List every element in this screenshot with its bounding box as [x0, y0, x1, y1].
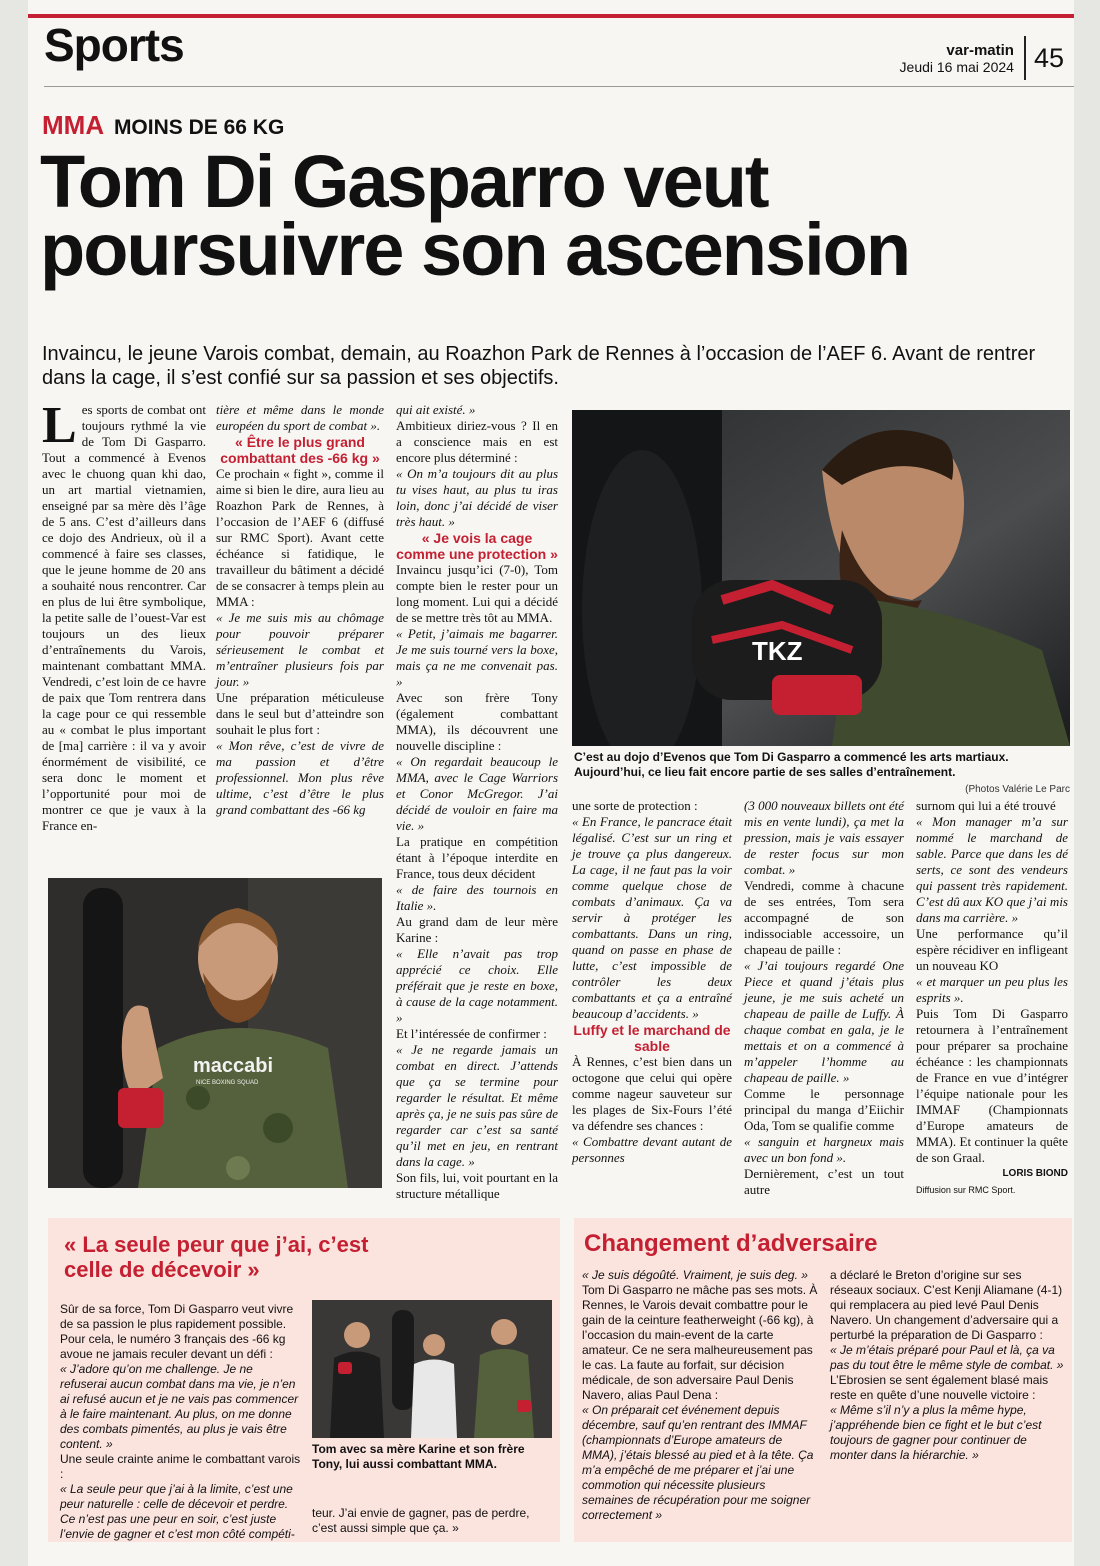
- newspaper-page: [28, 0, 1074, 1566]
- column-2-text-1: Ce prochain « fight », comme il aime si bien le dire, aura lieu au Roazhon Park de Rennes, à l’occasion de l’AEF 6 (diffusé sur RMC Sport). Avant cette échéance si fatidique, le travailleur du bâtiment a décidé de se consacrer à temps plein au MMA :: [216, 466, 384, 609]
- photo-thumbs-up: [48, 878, 382, 1188]
- box-fear-column-1: [60, 1302, 302, 1542]
- column-3-text-5: Au grand dam de leur mère Karine :: [396, 914, 558, 945]
- page-number: 45: [1033, 42, 1064, 73]
- column-3-text-1: Ambitieux diriez-vous ? Il en a conscience mais en est encore plus déterminé :: [396, 418, 558, 465]
- column-4-quote-1: « En France, le pancrace était légalisé. C’est sur un ring et je trouve ça plus dangereux. La cage, il ne faut pas la voir comme quelque chose de combats d’animaux. Ça va servir à protéger les combattants. Dans un ring, quand on passe en phase de lutte, c’est impossible de contrôler les deux combattants et ça a entraîné beaucoup d’accidents. »: [572, 814, 732, 1021]
- header-rule: [44, 86, 1074, 87]
- drop-cap: L: [42, 397, 77, 454]
- article-column-6: [916, 798, 1068, 1198]
- family-photo-illustration: [312, 1300, 552, 1438]
- column-3-text-3: Avec son frère Tony (également combattant MMA), ils découvrent une nouvelle discipline :: [396, 690, 558, 753]
- author-signature: LORIS BIOND: [1002, 1168, 1068, 1179]
- column-2-quote-2: « Mon rêve, c’est de vivre de ma passion et d’être professionnel. Mon plus rêve ultime, c’est d’être le plus grand combattant des -66 kg: [216, 738, 384, 817]
- column-6-quote-2: « et marquer un peu plus les esprits ».: [916, 974, 1068, 1005]
- diffusion-note: Diffusion sur RMC Sport.: [916, 1185, 1016, 1195]
- photo-family: [312, 1300, 552, 1438]
- article-column-3: [396, 402, 558, 1202]
- box-change-column-1: [582, 1268, 818, 1523]
- article-kicker: [42, 110, 284, 141]
- article-lead: Invaincu, le jeune Varois combat, demain, au Roazhon Park de Rennes à l’occasion de l’AEF 6. Avant de rentrer dans la cage, il s’est confié sur sa passion et ses objectifs.: [42, 343, 1036, 389]
- photo-boxing-bag: [572, 410, 1070, 746]
- section-title: Sports: [44, 19, 184, 71]
- box-fear-quote-2: « La seule peur que j’ai à la limite, c’est une peur naturelle : celle de décevoir et perdre. Ce n’est pas une peur en soir, c’est juste l’envie de gagner et c’est mon côté compéti-: [60, 1482, 295, 1541]
- kicker-category: MOINS DE 66 KG: [113, 116, 285, 139]
- column-2-quote-start: tière et même dans le monde européen du sport de combat ».: [216, 402, 384, 433]
- masthead: [900, 34, 1064, 82]
- column-6-text-3: Puis Tom Di Gasparro retournera à l’entraînement pour préparer sa prochaine échéance : les championnats de France en vue d’intégrer l’équipe nationale pour les IMMAF (Championnats d’Europe amateurs de MMA). Et continuer la quête de son Graal.: [916, 1006, 1068, 1165]
- column-3-quote-1: « On m’a toujours dit au plus tu vises haut, au plus tu iras loin, donc j’ai décidé de viser très haut. »: [396, 466, 558, 529]
- kicker-sport: MMA: [42, 110, 105, 140]
- column-3-quote-0: qui ait existé. »: [396, 402, 476, 417]
- box-fear-text-1: Sûr de sa force, Tom Di Gasparro veut vivre de sa passion le plus rapidement possible. Pour cela, le numéro 3 français des -66 kg avoue ne jamais reculer devant un défi :: [60, 1302, 294, 1361]
- box-fear-text-2: Une seule crainte anime le combattant varois :: [60, 1452, 301, 1481]
- article-headline: Tom Di Gasparro veut poursuivre son ascension: [40, 140, 910, 291]
- column-3-text-6: Et l’intéressée de confirmer :: [396, 1026, 547, 1041]
- box-change-column-2: [830, 1268, 1064, 1463]
- column-5-quote-2: « sanguin et hargneux mais avec un bon fond ».: [744, 1134, 904, 1165]
- subhead-cage: « Je vois la cage comme une protection »: [396, 530, 558, 562]
- article-column-4: [572, 798, 732, 1166]
- article-column-2: [216, 402, 384, 818]
- column-5-quote-1: « J’ai toujours regardé One Piece et quand j’étais plus jeune, je me suis acheté un chapeau de paille de Luffy. À chaque combat en gala, je le mettais et on a commencé à m’appeler l’homme au chapeau de paille. »: [744, 958, 904, 1085]
- column-3-quote-2: « Petit, j’aimais me bagarrer. Je me suis tourné vers la boxe, mais ça ne me convenait pas. »: [396, 626, 558, 689]
- box-change-title: Changement d’adversaire: [584, 1230, 878, 1257]
- box-fear-title: « La seule peur que j’ai, c’est celle de décevoir »: [64, 1232, 369, 1282]
- column-4-quote-2: « Combattre devant autant de personnes: [572, 1134, 732, 1165]
- photo-credit: (Photos Valérie Le Parc: [965, 784, 1070, 795]
- article-column-1: [42, 397, 206, 834]
- masthead-text: [900, 42, 1014, 75]
- subhead-greatest: « Être le plus grand combattant des -66 kg »: [220, 434, 380, 466]
- column-6-quote-1: « Mon manager m’a sur nommé le marchand de sable. Parce que dans les dé serts, ce sont des vendeurs qui passent très rapidement. C’est dû aux KO que j’ai mis dans ma carrière. »: [916, 814, 1068, 925]
- shirt-logo-subtext: NICE BOXING SQUAD: [196, 1080, 259, 1086]
- newspaper-brand: var-matin: [946, 41, 1014, 59]
- box-change-text-2: a déclaré le Breton d’origine sur ses réseaux sociaux. C’est Kenji Aliamane (4-1) qui remplacera au pied levé Paul Denis Navero. Un changement d’adversaire qui a perturbé la préparation de Di Gasparro :: [830, 1268, 1063, 1342]
- top-red-rule: [28, 14, 1074, 18]
- column-1-text: es sports de combat ont toujours rythmé la vie de Tom Di Gasparro. Tout a commencé à Evenos avec le chuong quan khi dao, un art martial vietnamien, enseigné par sa mère dès l’âge de 5 ans. C’est d’ailleurs dans ce dojo des Andrieux, où il a commencé à faire ses classes, que le jeune homme de 20 ans a souhaité nous rencontrer. Car en plus de lui être symbolique, la petite salle de l’ouest-Var est toujours un des lieux d’entraînements du Varois, maintenant combattant MMA. Vendredi, c’est loin de ce havre de paix que Tom rentrera dans la cage pour ce qui ressemble au « combat le plus important de [ma] carrière : il va y avoir énormément de visibilité, ce sera donc le moment et l’opportunité pour moi de montrer ce que je vaux à la France en-: [42, 402, 206, 833]
- box-change-text-3: L’Ebrosien se sent également blasé mais reste en quête d’une nouvelle victoire :: [830, 1373, 1049, 1402]
- column-3-quote-5: « Elle n’avait pas trop apprécié ce choix. Elle préférait que je reste en boxe, à cause de la cage notamment. »: [396, 946, 558, 1025]
- column-5-quote-0: (3 000 nouveaux billets ont été mis en vente lundi), ça met la pression, mais je vais essayer de rester focus sur mon combat. »: [744, 798, 904, 877]
- column-2-text-2: Une préparation méticuleuse dans le seul but d’atteindre son souhait le plus fort :: [216, 690, 384, 737]
- box-change-quote-3: « Je m’étais préparé pour Paul et là, ça va pas du tout être le même style de combat. »: [830, 1343, 1064, 1372]
- boxing-photo-illustration: [572, 410, 1070, 746]
- box-change-quote-4: « Même s’il n’y a plus la même hype, j’appréhende bien ce fight et le but c’est toujours de gagner pour continuer de monter dans la hiérarchie. »: [830, 1403, 1042, 1462]
- issue-date: Jeudi 16 mai 2024: [899, 58, 1014, 75]
- article-column-5: [744, 798, 904, 1198]
- column-3-quote-6: « Je ne regarde jamais un combat en direct. J’attends que ça se termine pour regarder le résultat. Et même après ça, je ne suis pas sûre de regarder car c’est sa santé qu’il met en jeu, en rentrant dans la cage. »: [396, 1042, 558, 1169]
- column-6-text-1: surnom qui lui a été trouvé: [916, 798, 1056, 813]
- column-5-text-1: Vendredi, comme à chacune de ses entrées, Tom sera accompagné de son indissociable accessoire, un chapeau de paille :: [744, 878, 904, 957]
- column-3-quote-4: « de faire des tournois en Italie ».: [396, 882, 558, 913]
- sidebar-box-fear: [48, 1218, 560, 1542]
- masthead-divider: [1024, 36, 1026, 80]
- column-3-text-4: La pratique en compétition étant à l’époque interdite en France, tous deux décident: [396, 834, 558, 881]
- column-5-text-3: Dernièrement, c’est un tout autre: [744, 1166, 904, 1197]
- column-3-text-7: Son fils, lui, voit pourtant en la structure métallique: [396, 1170, 558, 1201]
- shirt-logo-text: maccabi: [193, 1055, 274, 1077]
- box-fear-quote-1: « J’adore qu’on me challenge. Je ne refuserai aucun combat dans ma vie, je n’en ai refusé aucun et je ne vais pas commencer à le faire maintenant. Au plus, on me donne des combats pimentés, au plus je vais être content. »: [60, 1362, 299, 1451]
- box-change-text-1: Tom Di Gasparro ne mâche pas ses mots. À Rennes, le Varois devait combattre pour le gain de la ceinture featherweight (-66 kg), à l’occasion du main-event de la carte amateur. Ce ne sera malheureusement pas le cas. La faute au forfait, sur décision médicale, de son adversaire Paul Denis Navero, alias Paul Dena :: [582, 1283, 818, 1402]
- fighter-photo-illustration: [48, 878, 382, 1188]
- column-4-text-2: À Rennes, c’est bien dans un octogone que celui qui opère comme nageur sauveteur sur les plages de Six-Fours l’été va défendre ses chances :: [572, 1054, 732, 1133]
- column-5-text-2: Comme le personnage principal du manga d’Eiichir Oda, Tom se qualifie comme: [744, 1086, 904, 1133]
- box-fear-photo-caption: Tom avec sa mère Karine et son frère Tony, lui aussi combattant MMA.: [312, 1442, 525, 1471]
- column-6-text-2: Une performance qu’il espère récidiver en infligeant un nouveau KO: [916, 926, 1068, 973]
- glove-brand-text: TKZ: [752, 636, 803, 666]
- subhead-luffy: Luffy et le marchand de sable: [573, 1022, 731, 1054]
- box-change-quote-1: « Je suis dégoûté. Vraiment, je suis deg. »: [582, 1268, 808, 1282]
- sidebar-box-change: [574, 1218, 1072, 1542]
- box-fear-quote-3: teur. J’ai envie de gagner, pas de perdre, c’est aussi simple que ça. »: [312, 1506, 530, 1535]
- box-change-quote-2: « On préparait cet événement depuis décembre, sauf qu’en rentrant des IMMAF (championnats d’Europe amateurs de MMA), j’étais blessé au pied et à la tête. Ça m’a empêché de me préparer et j’ai une commotion qui nécessite plusieurs semaines de récupération pour me soigner correctement »: [582, 1403, 814, 1522]
- photo-main-caption: C’est au dojo d’Evenos que Tom Di Gasparro a commencé les arts martiaux. Aujourd’hui, ce lieu fait encore partie de ses salles d’entraînement.: [574, 750, 1009, 779]
- column-3-text-2: Invaincu jusqu’ici (7-0), Tom compte bien le rester pour un long moment. Lui qui a décidé de se mettre très tôt au MMA.: [396, 562, 558, 625]
- column-2-quote-1: « Je me suis mis au chômage pour pouvoir préparer sérieusement le combat et m’entraîner plusieurs fois par jour. »: [216, 610, 384, 689]
- column-3-quote-3: « On regardait beaucoup le MMA, avec le Cage Warriors et Conor McGregor. J’ai décidé de vouloir en faire ma vie. »: [396, 754, 558, 833]
- column-4-text-1: une sorte de protection :: [572, 798, 698, 813]
